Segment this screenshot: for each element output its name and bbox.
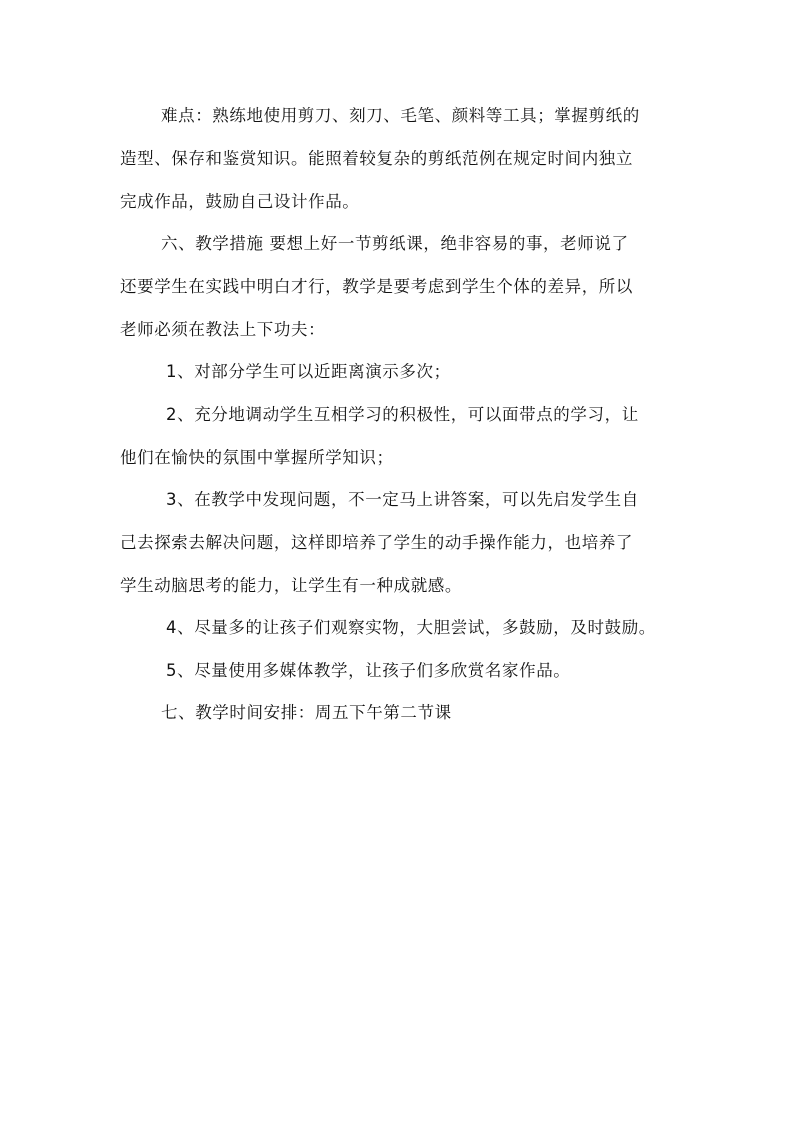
list-item-2: 2、充分地调动学生互相学习的积极性，可以面带点的学习，让	[166, 405, 639, 424]
section-heading-teaching-schedule: 七、教学时间安排：周五下午第二节课	[161, 703, 452, 722]
list-item-5: 5、尽量使用多媒体教学，让孩子们多欣赏名家作品。	[166, 661, 571, 680]
text-line: 还要学生在实践中明白才行，教学是要考虑到学生个体的差异，所以	[120, 277, 633, 296]
text-line: 他们在愉快的氛围中掌握所学知识；	[120, 448, 394, 467]
text-line: 完成作品，鼓励自己设计作品。	[120, 192, 360, 211]
section-heading-teaching-measures: 六、教学措施 要想上好一节剪纸课，绝非容易的事，老师说了	[161, 234, 629, 253]
text-line-difficulty: 难点：熟练地使用剪刀、刻刀、毛笔、颜料等工具；掌握剪纸的	[161, 106, 640, 125]
text-line: 己去探索去解决问题，这样即培养了学生的动手操作能力，也培养了	[120, 533, 633, 552]
list-item-4: 4、尽量多的让孩子们观察实物，大胆尝试，多鼓励，及时鼓励。	[166, 618, 656, 637]
text-line: 老师必须在教法上下功夫：	[120, 320, 326, 339]
text-line: 造型、保存和鉴赏知识。能照着较复杂的剪纸范例在规定时间内独立	[120, 149, 633, 168]
text-line: 学生动脑思考的能力，让学生有一种成就感。	[120, 576, 462, 595]
list-item-3: 3、在教学中发现问题，不一定马上讲答案，可以先启发学生自	[166, 490, 639, 509]
list-item-1: 1、对部分学生可以近距离演示多次；	[166, 362, 451, 381]
